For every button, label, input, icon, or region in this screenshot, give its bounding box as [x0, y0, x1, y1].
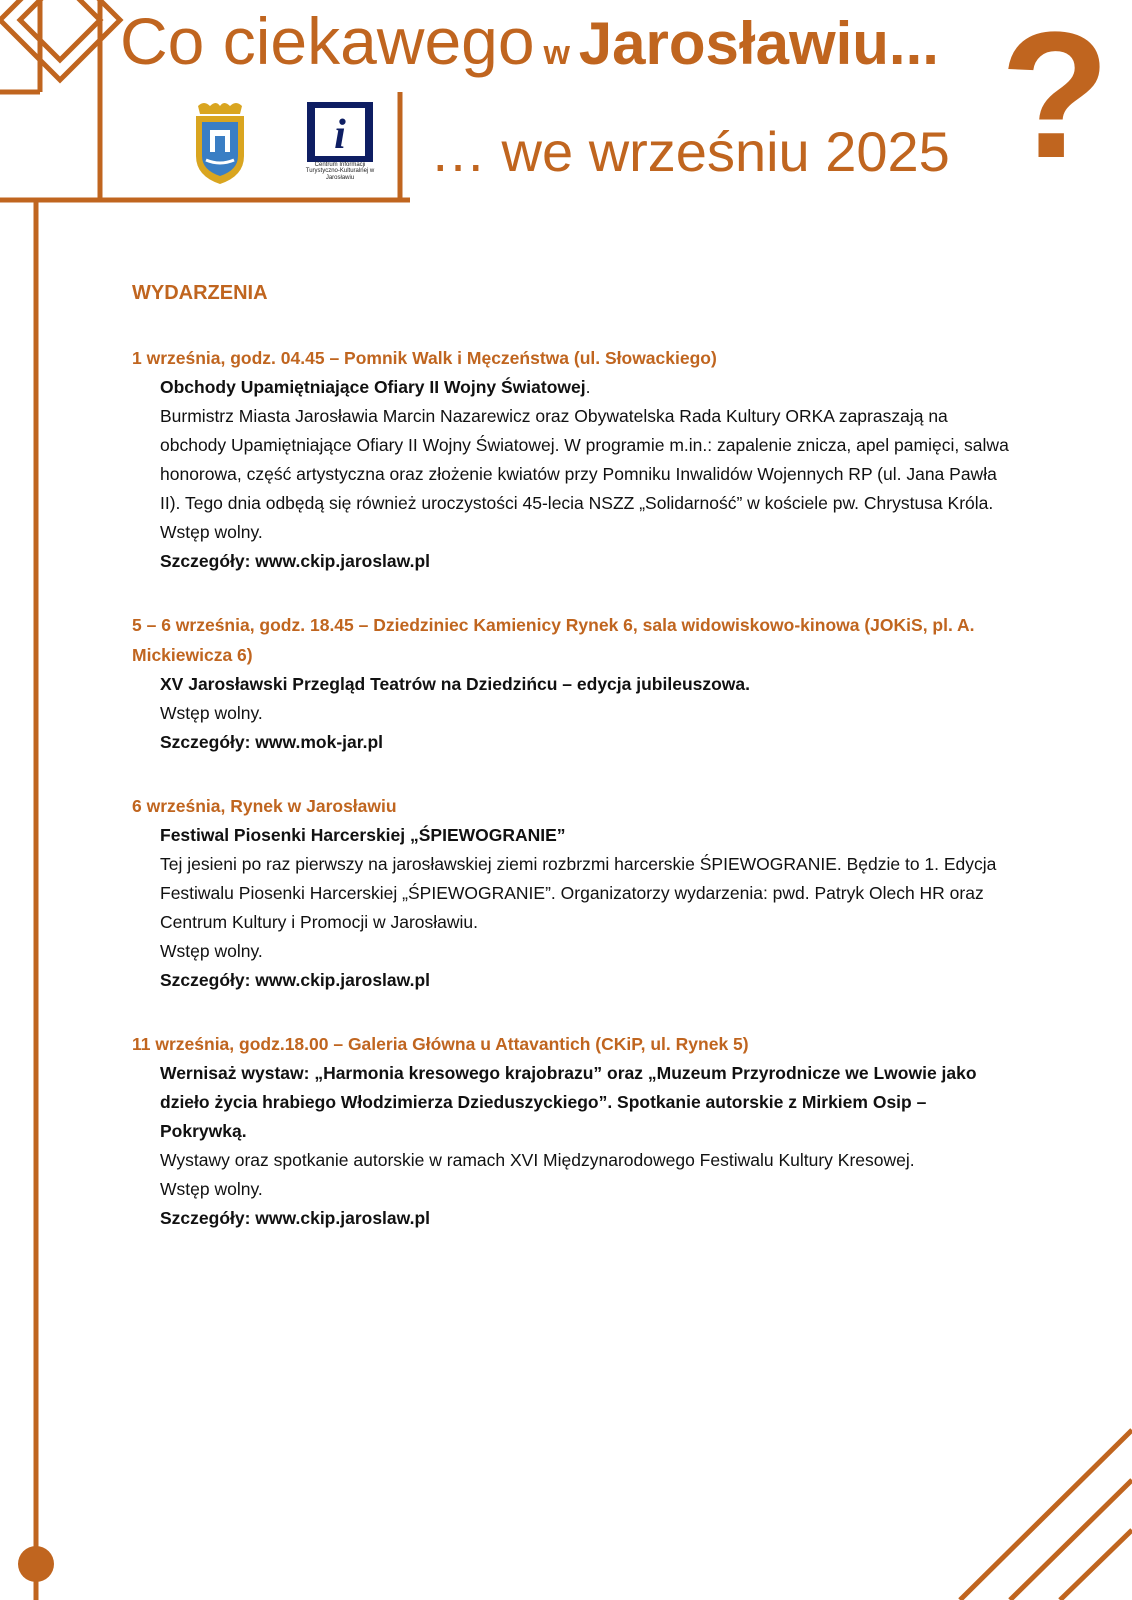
event-body	[132, 670, 1012, 757]
event-body	[132, 1059, 1012, 1233]
event-title: Wernisaż wystaw: „Harmonia kresowego krajobrazu” oraz „Muzeum Przyrodnicze we Lwowie jako dzieło życia hrabiego Włodzimierza Dzieduszyckiego”. Spotkanie autorskie z Mirkiem Osip – Pokrywką.	[160, 1063, 977, 1141]
event-details-link[interactable]: Szczegóły: www.ckip.jaroslaw.pl	[160, 1208, 431, 1228]
page-title	[120, 4, 939, 78]
title-part-2: w	[543, 34, 570, 72]
event-entry: Wstęp wolny.	[160, 522, 263, 542]
section-title: WYDARZENIA	[132, 282, 268, 304]
question-mark: ?	[1000, 0, 1110, 196]
event-entry: Wstęp wolny.	[160, 1179, 263, 1199]
main-content	[132, 282, 1012, 1267]
event-description: Burmistrz Miasta Jarosławia Marcin Nazarewicz oraz Obywatelska Rada Kultury ORKA zapraszają na obchody Upamiętniające Ofiary II Wojny Światowej. W programie m.in.: zapalenie znicza, apel pamięci, salwa honorowa, część artystyczna oraz złożenie kwiatów przy Pomniku Inwalidów Wojennych RP (ul. Jana Pawła II). Tego dnia odbędą się również uroczystości 45-lecia NSZZ „Solidarność” w kościele pw. Chrystusa Króla.	[160, 406, 1009, 513]
event-entry: Wstęp wolny.	[160, 941, 263, 961]
event-title: Festiwal Piosenki Harcerskiej „ŚPIEWOGRANIE”	[160, 825, 566, 845]
event-title: XV Jarosławski Przegląd Teatrów na Dziedzińcu – edycja jubileuszowa.	[160, 674, 751, 694]
event-body	[132, 821, 1012, 995]
info-letter: i	[334, 112, 346, 158]
title-part-1: Co ciekawego	[120, 4, 535, 78]
event-details-link[interactable]: Szczegóły: www.mok-jar.pl	[160, 732, 384, 752]
event-details-link[interactable]: Szczegóły: www.ckip.jaroslaw.pl	[160, 551, 431, 571]
event-body	[132, 373, 1012, 576]
event-heading: 11 września, godz.18.00 – Galeria Główna u Attavantich (CKiP, ul. Rynek 5)	[132, 1034, 749, 1054]
coat-of-arms-logo	[190, 100, 250, 186]
title-part-3: Jarosławiu...	[578, 10, 939, 77]
event-heading: 1 września, godz. 04.45 – Pomnik Walk i Męczeństwa (ul. Słowackiego)	[132, 348, 717, 368]
event-item	[132, 343, 1012, 576]
event-heading: 5 – 6 września, godz. 18.45 – Dziedziniec Kamienicy Rynek 6, sala widowiskowo-kinowa (JOKiS, pl. A. Mickiewicza 6)	[132, 615, 975, 665]
event-item	[132, 1029, 1012, 1233]
event-description: Wystawy oraz spotkanie autorskie w ramach XVI Międzynarodowego Festiwalu Kultury Kresowej.	[160, 1150, 915, 1170]
event-item	[132, 791, 1012, 995]
event-item	[132, 610, 1012, 757]
event-description: Tej jesieni po raz pierwszy na jarosławskiej ziemi rozbrzmi harcerskie ŚPIEWOGRANIE. Będzie to 1. Edycja Festiwalu Piosenki Harcerskiej „ŚPIEWOGRANIE”. Organizatorzy wydarzenia: pwd. Patryk Olech HR oraz Centrum Kultury i Promocji w Jarosławiu.	[160, 854, 997, 932]
page-subtitle: … we wrześniu 2025	[430, 120, 950, 183]
event-title-tail: .	[585, 377, 591, 397]
event-heading: 6 września, Rynek w Jarosławiu	[132, 796, 397, 816]
info-logo-caption: Centrum Informacji Turystyczno-Kulturalnej w Jarosławiu	[305, 162, 375, 181]
event-details-link[interactable]: Szczegóły: www.ckip.jaroslaw.pl	[160, 970, 431, 990]
event-entry: Wstęp wolny.	[160, 703, 263, 723]
corner-dot	[18, 1546, 54, 1582]
event-title: Obchody Upamiętniające Ofiary II Wojny Światowej	[160, 377, 586, 397]
